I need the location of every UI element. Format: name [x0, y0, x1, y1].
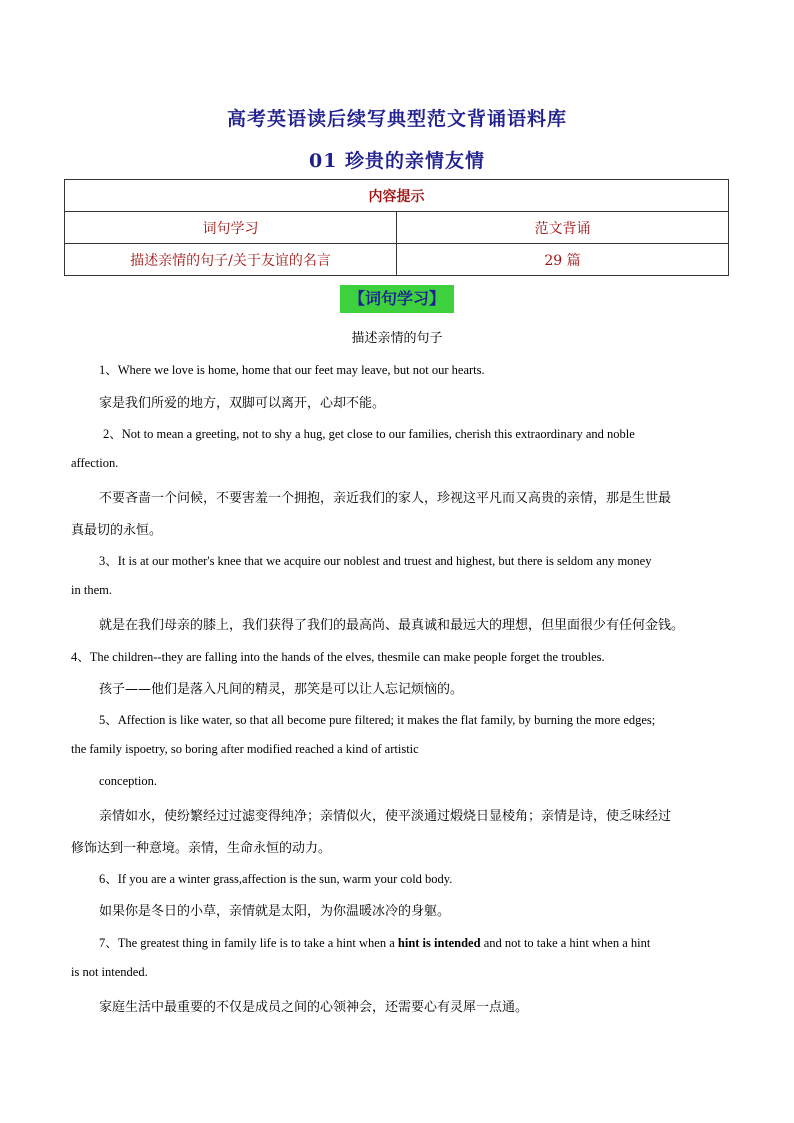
sentence-line: 不要吝啬一个问候，不要害羞一个拥抱，亲近我们的家人，珍视这平凡而又高贵的亲情，那是生世最: [99, 491, 672, 506]
section-subheading: 描述亲情的句子: [351, 331, 443, 346]
sentence-line: 家是我们所爱的地方，双脚可以离开，心却不能。: [99, 396, 386, 411]
sentence-part-bold: hint is intended: [397, 936, 481, 950]
sentence-line: 修饰达到一种意境。亲情，生命永恒的动力。: [71, 841, 332, 856]
sentence-line: 5、Affection is like water, so that all become pure filtered; it makes the flat family, by burning the more edges;: [99, 713, 656, 727]
table-cell-col2-value: 29 篇: [397, 244, 729, 276]
sentence-line: in them.: [71, 583, 112, 597]
sentence-line: 6、If you are a winter grass,affection is the sun, warm your cold body.: [99, 872, 453, 886]
sentence-line: 就是在我们母亲的膝上，我们获得了我们的最高尚、最真诚和最远大的理想，但里面很少有任何金钱。: [99, 618, 685, 633]
sentence-line: 孩子——他们是落入凡间的精灵，那笑是可以让人忘记烦恼的。: [99, 682, 464, 697]
sentence-line: 真最切的永恒。: [71, 523, 163, 538]
section-tag: 【词句学习】: [340, 285, 454, 313]
sentence-part: 7、The greatest thing in family life is to take a hint when a: [99, 936, 398, 950]
sentence-line: the family ispoetry, so boring after modified reached a kind of artistic: [71, 742, 419, 756]
sentence-line: 如果你是冬日的小草，亲情就是太阳，为你温暖冰冷的身躯。: [99, 904, 451, 919]
sentence-line: 2、Not to mean a greeting, not to shy a hug, get close to our families, cherish this extraordinary and noble: [103, 427, 635, 441]
sentence-line: 亲情如水，使纷繁经过过滤变得纯净；亲情似火，使平淡通过煅烧日显棱角；亲情是诗，使乏味经过: [99, 809, 672, 824]
sentence-line: affection.: [71, 456, 119, 470]
sentence-part: and not to take a hint when a hint: [480, 936, 651, 950]
table-cell-col1-value: 描述亲情的句子/关于友谊的名言: [65, 244, 397, 276]
content-summary-table: [64, 179, 729, 276]
sentence-line: conception.: [99, 774, 157, 788]
sentence-line: 1、Where we love is home, home that our feet may leave, but not our hearts.: [99, 363, 485, 377]
sentence-line: [99, 933, 650, 951]
table-heading: 内容提示: [65, 180, 729, 212]
document-subtitle: 01 珍贵的亲情友情: [308, 150, 486, 172]
table-cell-col2-label: 范文背诵: [397, 212, 729, 244]
table-cell-col1-label: 词句学习: [65, 212, 397, 244]
sentence-line: 4、The children--they are falling into the hands of the elves, thesmile can make people forget the troubles.: [71, 650, 605, 664]
sentence-line: 3、It is at our mother's knee that we acquire our noblest and truest and highest, but there is seldom any money: [99, 554, 652, 568]
sentence-line: 家庭生活中最重要的不仅是成员之间的心领神会，还需要心有灵犀一点通。: [99, 1000, 529, 1015]
document-title: 高考英语读后续写典型范文背诵语料库: [226, 108, 567, 130]
sentence-line: is not intended.: [71, 965, 148, 979]
